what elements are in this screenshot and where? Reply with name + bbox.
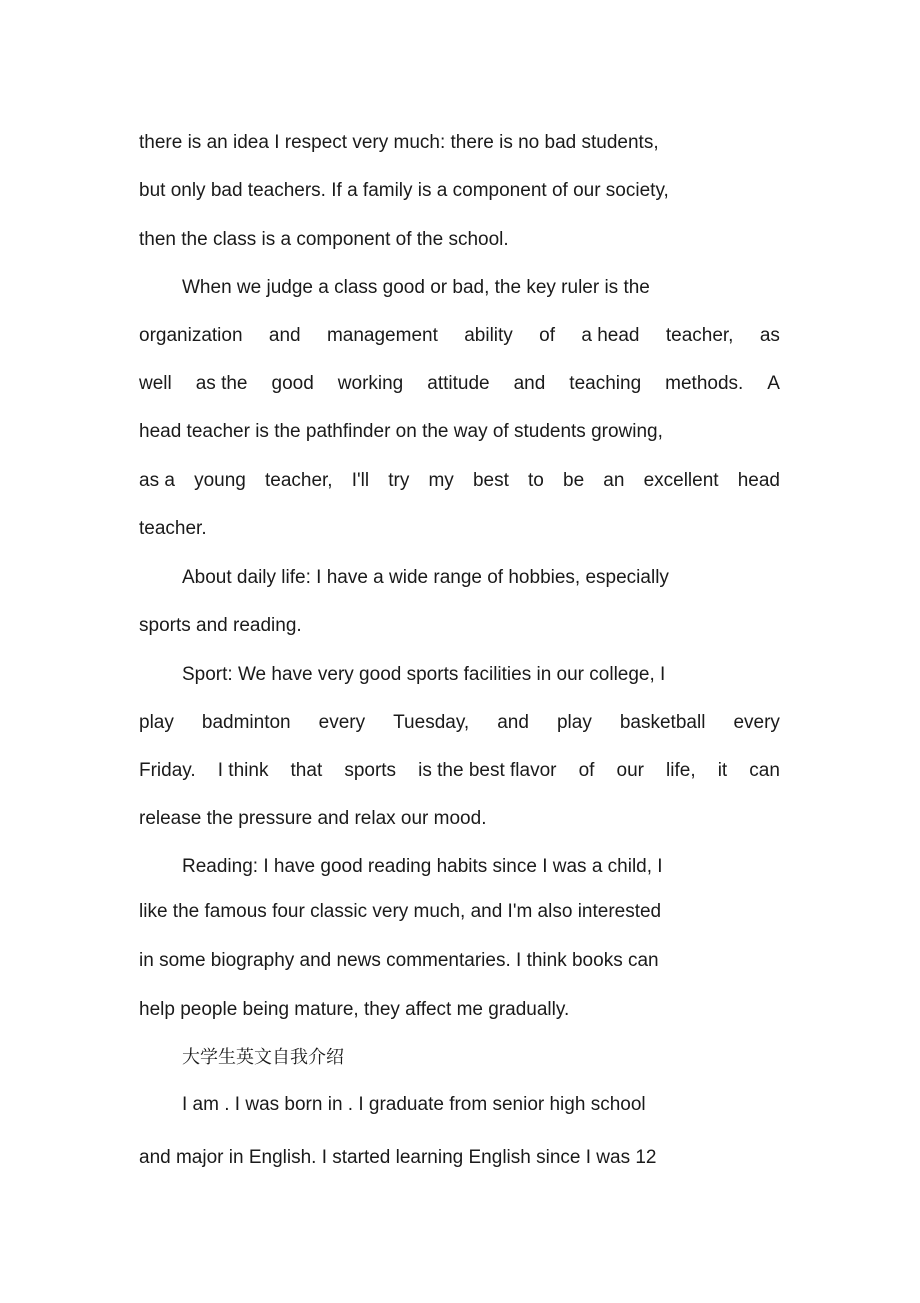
text-line-2: but only bad teachers. If a family is a component of our society,: [139, 180, 669, 201]
word: and: [497, 712, 529, 733]
word: good: [271, 373, 314, 394]
text-line-15: release the pressure and relax our mood.: [139, 808, 487, 829]
word: every: [318, 712, 366, 733]
word: that: [290, 760, 323, 781]
text-line-12: Sport: We have very good sports facilities in our college, I: [182, 664, 666, 685]
word: try: [388, 470, 410, 491]
word: working: [337, 373, 404, 394]
word: sports: [344, 760, 397, 781]
word: and: [268, 325, 301, 346]
word: Tuesday,: [393, 712, 470, 733]
text-line-14: [139, 759, 780, 783]
word: my: [428, 470, 454, 491]
text-line-11: sports and reading.: [139, 615, 302, 636]
text-line-16: Reading: I have good reading habits since I was a child, I: [182, 856, 663, 877]
text-line-6: [139, 372, 780, 396]
word: head: [737, 470, 780, 491]
word: teaching: [569, 373, 642, 394]
word: play: [556, 712, 592, 733]
text-line-17: like the famous four classic very much, and I'm also interested: [139, 901, 662, 922]
word: of: [539, 325, 556, 346]
text-line-3: then the class is a component of the school.: [139, 229, 509, 250]
word: a head: [581, 325, 640, 346]
word: teacher,: [665, 325, 734, 346]
text-line-9: teacher.: [139, 518, 207, 539]
word: play: [139, 712, 174, 733]
word: young: [194, 470, 246, 491]
word: and: [513, 373, 546, 394]
text-line-5: [139, 324, 780, 348]
text-line-13: [139, 711, 780, 735]
word: as the: [195, 373, 248, 394]
text-line-10: About daily life: I have a wide range of hobbies, especially: [182, 567, 669, 588]
text-line-4: When we judge a class good or bad, the key ruler is the: [182, 277, 650, 298]
word: it: [717, 760, 728, 781]
text-line-21: I am . I was born in . I graduate from senior high school: [182, 1094, 646, 1115]
section-heading: 大学生英文自我介绍: [182, 1047, 344, 1068]
word: management: [326, 325, 438, 346]
word: I'll: [351, 470, 370, 491]
word: best: [472, 470, 509, 491]
word: attitude: [427, 373, 490, 394]
word: I think: [217, 760, 269, 781]
word: can: [749, 760, 780, 781]
word: every: [733, 712, 780, 733]
text-line-8: [139, 469, 780, 493]
word: our: [616, 760, 644, 781]
word: is the best flavor: [418, 760, 557, 781]
text-line-19: help people being mature, they affect me gradually.: [139, 999, 570, 1020]
word: basketball: [619, 712, 706, 733]
word: well: [139, 373, 172, 394]
word: to: [528, 470, 544, 491]
word: be: [563, 470, 585, 491]
word: organization: [139, 325, 243, 346]
word: as: [759, 325, 780, 346]
word: an: [603, 470, 625, 491]
text-line-7: head teacher is the pathfinder on the way of students growing,: [139, 421, 663, 442]
word: methods.: [665, 373, 744, 394]
word: A: [767, 373, 780, 394]
word: life,: [666, 760, 696, 781]
word: as a: [139, 470, 175, 491]
text-line-1: there is an idea I respect very much: there is no bad students,: [139, 132, 659, 153]
word: ability: [464, 325, 513, 346]
word: badminton: [201, 712, 291, 733]
text-line-22: and major in English. I started learning English since I was 12: [139, 1147, 657, 1168]
word: of: [578, 760, 595, 781]
text-line-18: in some biography and news commentaries. I think books can: [139, 950, 659, 971]
word: teacher,: [264, 470, 333, 491]
word: excellent: [643, 470, 719, 491]
word: Friday.: [139, 760, 196, 781]
